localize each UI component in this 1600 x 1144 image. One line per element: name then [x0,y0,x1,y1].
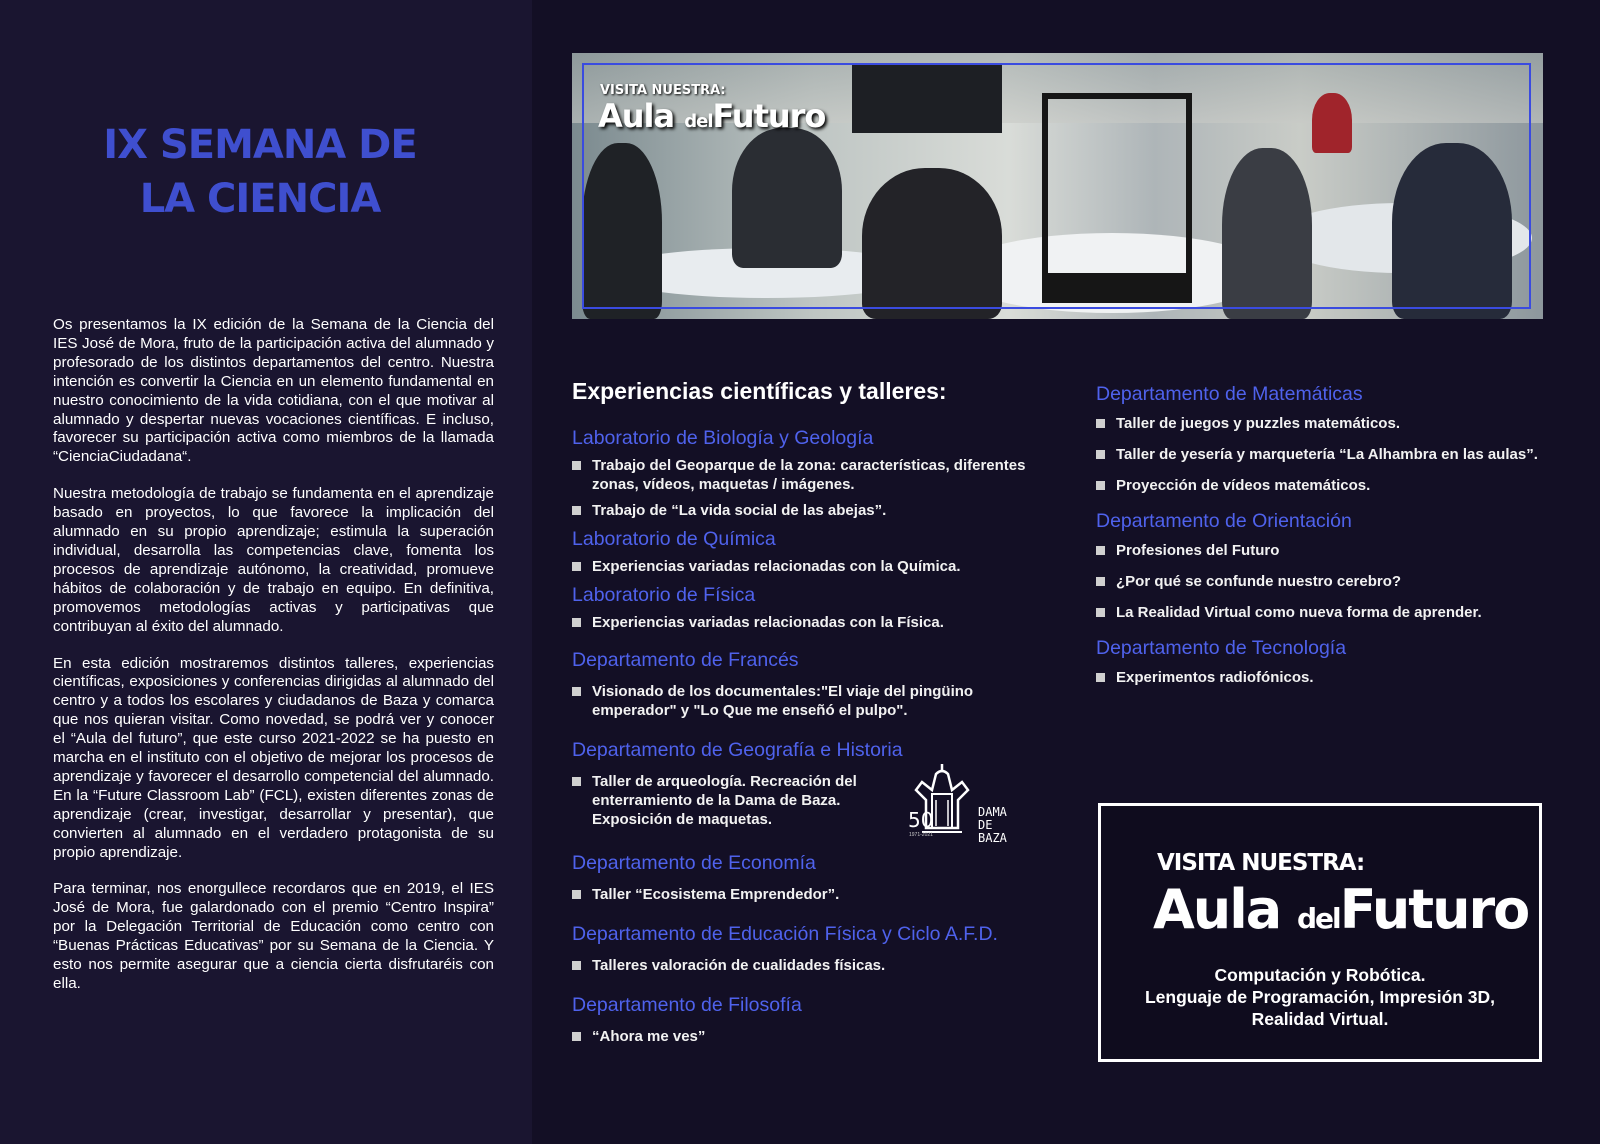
section-title: Departamento de Economía [572,852,816,874]
box-description [1101,964,1539,1030]
box-description-line: Computación y Robótica. [1214,965,1426,985]
main-title-line-1: IX SEMANA DE [103,122,417,168]
list-item [572,1027,1032,1046]
list-item [1096,541,1556,560]
box-aula-logo [1153,878,1528,941]
square-bullet-icon [1096,419,1105,428]
square-bullet-icon [572,777,581,786]
main-title-line-2: LA CIENCIA [139,176,381,222]
square-bullet-icon [572,562,581,571]
list-item-text: Visionado de los documentales:"El viaje del pingüino emperador" y "Lo Que me enseñó el pulpo". [592,683,974,719]
list-item-text: Taller de arqueología. Recreación del enterramiento de la Dama de Baza. Exposición de maquetas. [592,773,857,828]
list-item [1096,668,1556,687]
square-bullet-icon [1096,673,1105,682]
box-description-line: Lenguaje de Programación, Impresión 3D, [1144,987,1496,1007]
section-orientacion [1096,509,1556,622]
list-item [1096,572,1556,591]
list-item [572,956,1032,975]
dama-label-line-2: DE BAZA [978,818,1007,845]
square-bullet-icon [572,687,581,696]
list-item-text: Trabajo de “La vida social de las abejas”. [592,502,887,519]
list-item-text: Taller “Ecosistema Emprendedor”. [592,886,840,903]
section-tecnologia [1096,636,1556,687]
section-filosofia [572,993,1032,1046]
list-item-text: Taller de juegos y puzzles matemáticos. [1116,415,1400,432]
section-fisica [572,583,1032,632]
list-item [572,456,1032,494]
list-item [572,885,1032,904]
section-title: Laboratorio de Química [572,528,776,550]
section-title: Laboratorio de Biología y Geología [572,427,874,449]
square-bullet-icon [572,618,581,627]
section-economia [572,851,1032,904]
banner-aula-logo [598,97,825,135]
section-title: Departamento de Educación Física y Ciclo A.F.D. [572,923,998,945]
banner-aula-word: Aula [598,97,675,135]
dama-label [978,806,1026,845]
dama-anniversary-number: 50 [908,808,934,832]
section-quimica [572,527,1032,576]
list-item-text: Experiencias variadas relacionadas con la Física. [592,614,944,631]
square-bullet-icon [1096,546,1105,555]
section-title: Departamento de Tecnología [1096,637,1347,659]
box-visita: VISITA NUESTRA: [1157,850,1365,876]
section-biologia [572,426,1032,520]
list-item-text: Profesiones del Futuro [1116,542,1280,559]
square-bullet-icon [572,890,581,899]
section-title: Departamento de Filosofía [572,994,802,1016]
square-bullet-icon [1096,608,1105,617]
section-title: Departamento de Geografía e Historia [572,739,903,761]
section-title: Departamento de Orientación [1096,510,1352,532]
square-bullet-icon [1096,481,1105,490]
main-title [60,118,460,226]
list-item [572,557,1032,576]
intro-paragraph: En esta edición mostraremos distintos talleres, experiencias científicas, exposiciones y conferencias dirigidas al alumnado del centro y a todos los escolares y ciudadanos de Baza y comarca que nos quieran visitar. Como novedad, se podrá ver y conocer el “Aula del futuro”, que este curso 2021-2022 se ha puesto en marcha en el instituto con el objetivo de mejorar los procesos de aprendizaje y favorecer el desarrollo competencial del alumnado. En la “Future Classroom Lab” (FCL), existen diferentes zonas de aprendizaje (crear, investigar, desarrollar y presentar), que convierten al alumnado en el verdadero protagonista de su propio aprendizaje. [53,654,494,861]
dama-years: 1971-2021 [909,832,933,838]
intro-text [53,316,494,1012]
dama-de-baza-logo [906,760,1026,845]
square-bullet-icon [572,961,581,970]
experiences-title: Experiencias científicas y talleres: [572,378,947,404]
square-bullet-icon [572,461,581,470]
box-description-line: Realidad Virtual. [1251,1009,1389,1029]
section-title: Departamento de Francés [572,649,799,671]
list-item [1096,445,1546,464]
box-aula-word: Aula [1153,878,1281,941]
dama-label-line-1: DAMA [978,805,1007,819]
section-title: Laboratorio de Física [572,584,756,606]
aula-futuro-box [1098,803,1542,1062]
intro-paragraph: Os presentamos la IX edición de la Semana de la Ciencia del IES José de Mora, fruto de la participación activa del alumnado y profesorado de los distintos departamentos del centro. Nuestra intención es convertir la Ciencia en un elemento fundamental en nuestro conocimiento de la vida cotidiana, con el que motivar al alumnado y despertar nuevas vocaciones científicas. E incluso, favorecer su participación activa como miembros de la llamada “CienciaCiudadana“. [53,316,494,466]
list-item-text: Proyección de vídeos matemáticos. [1116,477,1371,494]
list-item-text: Talleres valoración de cualidades físicas. [592,957,886,974]
list-item-text: La Realidad Virtual como nueva forma de aprender. [1116,604,1482,621]
square-bullet-icon [1096,577,1105,586]
section-frances [572,648,1032,720]
list-item [1096,476,1556,495]
section-educacion-fisica [572,922,1032,975]
box-del-word: del [1297,902,1340,935]
list-item-text: Taller de yesería y marquetería “La Alhambra en las aulas”. [1116,446,1538,463]
square-bullet-icon [1096,450,1105,459]
list-item [572,682,1032,720]
list-item [572,613,1032,632]
banner-visita: VISITA NUESTRA: [600,83,726,98]
banner-futuro-word: Futuro [712,97,826,135]
list-item-text: Experimentos radiofónicos. [1116,669,1314,686]
list-item [572,772,902,829]
section-title: Departamento de Matemáticas [1096,383,1363,405]
square-bullet-icon [572,1032,581,1041]
middle-sections [572,426,1032,1053]
list-item [1096,603,1556,622]
list-item-text: Experiencias variadas relacionadas con la Química. [592,558,961,575]
classroom-photo [572,53,1543,319]
intro-paragraph: Nuestra metodología de trabajo se fundamenta en el aprendizaje basado en proyectos, lo que favorece la implicación del alumnado en su propio aprendizaje; estimula la superación individual, desarrolla las competencias clave, fomenta los procesos de aprendizaje autónomo, la creatividad, promueve hábitos de colaboración y de trabajo en equipo. En definitiva, promovemos metodologías activas y participativas que contribuyan al éxito del alumnado. [53,485,494,635]
banner-del-word: del [684,111,713,132]
section-matematicas [1096,382,1556,495]
right-sections [1096,382,1556,694]
box-futuro-word: Futuro [1339,878,1529,941]
list-item [572,501,1032,520]
list-item-text: ¿Por qué se confunde nuestro cerebro? [1116,573,1402,590]
list-item-text: Trabajo del Geoparque de la zona: características, diferentes zonas, vídeos, maquetas / imágenes. [592,457,1026,493]
square-bullet-icon [572,506,581,515]
intro-paragraph: Para terminar, nos enorgullece recordaros que en 2019, el IES José de Mora, fue galardonado con el premio “Centro Inspira” por la Delegación Territorial de Educación como centro con “Buenas Prácticas Educativas” por su Semana de la Ciencia. Y esto nos permite asegurar que a ciencia cierta disfrutaréis con ella. [53,880,494,992]
list-item [1096,414,1556,433]
list-item-text: “Ahora me ves” [592,1028,706,1045]
